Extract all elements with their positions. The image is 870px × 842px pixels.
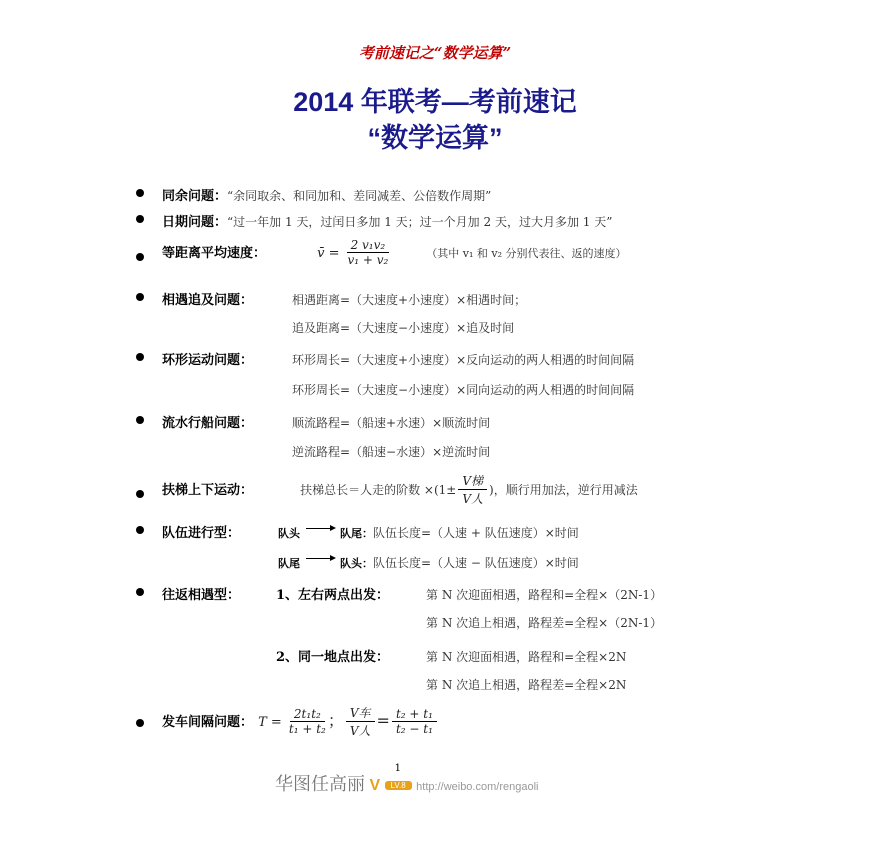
from: 队尾 bbox=[278, 557, 300, 570]
text: 追及距离=（大速度−小速度）×追及时间 bbox=[292, 321, 515, 335]
label: 队伍进行型： bbox=[162, 526, 241, 541]
item-tongyu bbox=[162, 185, 491, 204]
title-line-2: “数学运算” bbox=[367, 123, 503, 153]
text: 相遇距离=（大速度+小速度）×相遇时间； bbox=[292, 293, 527, 307]
text: “过一年加 1 天，过闰日多加 1 天；过一个月加 2 天，过大月多加 1 天” bbox=[227, 215, 613, 229]
weibo-link[interactable]: http://weibo.com/rengaoli bbox=[416, 781, 539, 793]
formula-fraction bbox=[392, 707, 437, 736]
author-name: 华图任高丽 bbox=[275, 774, 365, 794]
denominator: v₁ + v₂ bbox=[347, 253, 389, 267]
label: 往返相遇型： bbox=[162, 588, 241, 603]
text: 顺流路程=（船速+水速）×顺流时间 bbox=[292, 416, 491, 430]
text: “余同取余、和同加和、差同减差、公倍数作周期” bbox=[227, 189, 492, 203]
equals: = bbox=[376, 711, 390, 730]
bullet-icon bbox=[136, 253, 144, 261]
denominator: V人 bbox=[349, 724, 371, 738]
formula-fraction bbox=[346, 704, 375, 739]
formula-fraction bbox=[347, 238, 390, 267]
item-dengju bbox=[162, 238, 627, 267]
bullet-icon bbox=[136, 490, 144, 498]
text: 第 N 次迎面相遇，路程和=全程×2N bbox=[426, 650, 627, 664]
note: （其中 v₁ 和 v₂ 分别代表往、返的速度） bbox=[426, 247, 627, 260]
label: 发车间隔问题： bbox=[162, 715, 254, 730]
text: 第 N 次迎面相遇，路程和=全程×（2N-1） bbox=[426, 588, 663, 602]
text: 环形周长=（大速度−小速度）×同向运动的两人相遇的时间间隔 bbox=[292, 383, 635, 397]
numerator: V车 bbox=[346, 704, 375, 722]
bullet-icon bbox=[136, 588, 144, 596]
bullet-icon bbox=[136, 189, 144, 197]
from: 队头 bbox=[278, 527, 300, 540]
text: 扶梯总长＝人走的阶数 ×(1± bbox=[300, 483, 457, 497]
header-text: 考前速记之“数学运算” bbox=[358, 44, 512, 62]
to: 队头： bbox=[340, 557, 373, 570]
verified-v-icon: V bbox=[369, 777, 381, 794]
bullet-icon bbox=[136, 215, 144, 223]
text: 第 N 次追上相遇，路程差=全程×2N bbox=[426, 678, 627, 692]
level-badge: LV.8 bbox=[385, 781, 412, 790]
item-futi bbox=[162, 472, 638, 507]
numerator: t₂ + t₁ bbox=[392, 707, 437, 722]
arrow-right-icon bbox=[306, 528, 334, 529]
text: 第 N 次追上相遇，路程差=全程×（2N-1） bbox=[426, 616, 663, 630]
bullet-icon bbox=[136, 353, 144, 361]
arrow-right-icon bbox=[306, 558, 334, 559]
item-riqi bbox=[162, 211, 612, 230]
bullet-icon bbox=[136, 526, 144, 534]
case-label: 1、左右两点出发： bbox=[276, 588, 390, 603]
page-number: 1 bbox=[394, 763, 401, 774]
label: 同余问题： bbox=[162, 189, 228, 204]
numerator: V梯 bbox=[458, 472, 487, 490]
text: 队伍长度=（人速 + 队伍速度）×时间 bbox=[373, 526, 579, 540]
formula-fraction bbox=[289, 707, 326, 736]
to: 队尾： bbox=[340, 527, 373, 540]
label: 相遇追及问题： bbox=[162, 293, 254, 308]
label: 扶梯上下运动： bbox=[162, 483, 254, 498]
label: 日期问题： bbox=[162, 215, 228, 230]
label: 流水行船问题： bbox=[162, 416, 254, 431]
text: 环形周长=（大速度+小速度）×反向运动的两人相遇的时间间隔 bbox=[292, 353, 635, 367]
denominator: t₁ + t₂ bbox=[288, 722, 326, 736]
title-line-1: 2014 年联考—考前速记 bbox=[293, 87, 577, 117]
text: 队伍长度=（人速 − 队伍速度）×时间 bbox=[373, 556, 579, 570]
formula-lhs: v̄ = bbox=[317, 246, 340, 261]
bullet-icon bbox=[136, 293, 144, 301]
label: 环形运动问题： bbox=[162, 353, 254, 368]
bullet-icon bbox=[136, 719, 144, 727]
formula-lhs: T = bbox=[258, 715, 282, 730]
denominator: t₂ − t₁ bbox=[395, 722, 433, 736]
denominator: V人 bbox=[462, 492, 484, 506]
text: 逆流路程=（船速−水速）×逆流时间 bbox=[292, 445, 491, 459]
numerator: 2 v₁v₂ bbox=[347, 238, 390, 253]
case-label: 2、同一地点出发： bbox=[276, 650, 390, 665]
numerator: 2t₁t₂ bbox=[290, 707, 325, 722]
footer-watermark bbox=[275, 763, 539, 796]
text: )，顺行用加法，逆行用减法 bbox=[489, 483, 638, 497]
bullet-icon bbox=[136, 416, 144, 424]
formula-fraction bbox=[458, 472, 487, 507]
item-fache bbox=[162, 704, 439, 739]
label: 等距离平均速度： bbox=[162, 246, 267, 261]
separator: ； bbox=[327, 711, 344, 730]
